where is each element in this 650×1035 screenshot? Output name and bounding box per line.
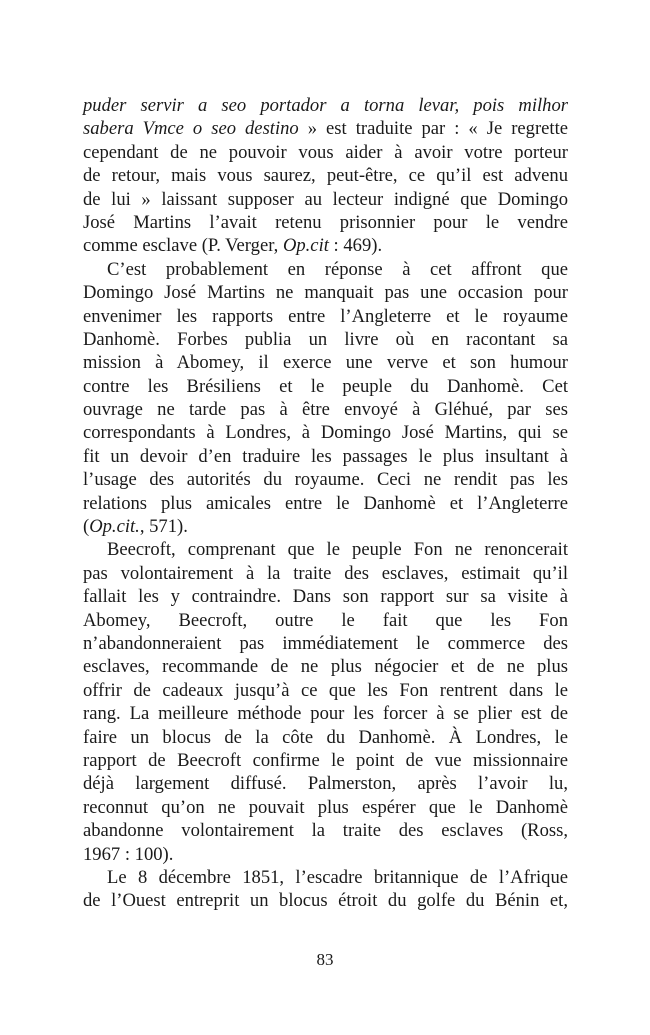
text-run: Le 8 décembre 1851, l’escadre britannique de l’Afrique bbox=[107, 866, 568, 888]
text-line bbox=[83, 375, 568, 398]
text-run: ouvrage ne tarde pas à être envoyé à Gléhué, par ses bbox=[83, 399, 568, 421]
text-line bbox=[83, 538, 568, 561]
text-line bbox=[83, 866, 568, 889]
text-line bbox=[83, 117, 568, 140]
page-body bbox=[83, 94, 568, 913]
text-line bbox=[83, 305, 568, 328]
text-run: abandonne volontairement la traite des esclaves (Ross, bbox=[83, 820, 568, 842]
text-run: de retour, mais vous saurez, peut-être, ce qu’il est advenu bbox=[83, 165, 568, 187]
text-line bbox=[83, 281, 568, 304]
text-run: cependant de ne pouvoir vous aider à avoir votre porteur bbox=[83, 141, 568, 163]
text-run: contre les Brésiliens et le peuple du Danhomè. Cet bbox=[83, 375, 568, 397]
text-line bbox=[83, 655, 568, 678]
text-run: C’est probablement en réponse à cet affront que bbox=[107, 258, 568, 280]
text-run: reconnut qu’on ne pouvait plus espérer que le Danhomè bbox=[83, 796, 568, 818]
text-line bbox=[83, 889, 568, 912]
text-run: Danhomè. Forbes publia un livre où en racontant sa bbox=[83, 328, 568, 350]
text-run: offrir de cadeaux jusqu’à ce que les Fon rentrent dans le bbox=[83, 679, 568, 701]
text-line bbox=[83, 515, 568, 538]
text-run: relations plus amicales entre le Danhomè et l’Angleterre bbox=[83, 492, 568, 514]
text-run: rang. La meilleure méthode pour les forcer à se plier est de bbox=[83, 703, 568, 725]
text-line bbox=[83, 234, 568, 257]
text-line bbox=[83, 421, 568, 444]
italic-text: sabera Vmce o seo destino bbox=[83, 118, 299, 140]
text-run: esclaves, recommande de ne plus négocier et de ne plus bbox=[83, 656, 568, 678]
text-line bbox=[83, 749, 568, 772]
text-run: ( bbox=[83, 516, 90, 538]
text-run: Beecroft, comprenant que le peuple Fon ne renoncerait bbox=[107, 539, 568, 561]
text-run: mission à Abomey, il exerce une verve et son humour bbox=[83, 352, 568, 374]
text-line bbox=[83, 94, 568, 117]
text-run: fit un devoir d’en traduire les passages le plus insultant à bbox=[83, 445, 568, 467]
text-line bbox=[83, 492, 568, 515]
text-line bbox=[83, 796, 568, 819]
text-line bbox=[83, 843, 568, 866]
text-line bbox=[83, 609, 568, 632]
text-line bbox=[83, 164, 568, 187]
text-line bbox=[83, 585, 568, 608]
text-line bbox=[83, 328, 568, 351]
text-line bbox=[83, 726, 568, 749]
text-run: déjà largement diffusé. Palmerston, après l’avoir lu, bbox=[83, 773, 568, 795]
text-run: fallait les y contraindre. Dans son rapport sur sa visite à bbox=[83, 586, 568, 608]
text-run: envenimer les rapports entre l’Angleterre et le royaume bbox=[83, 305, 568, 327]
page-number: 83 bbox=[316, 950, 334, 969]
text-run: 1967 : 100). bbox=[83, 843, 174, 865]
text-line bbox=[83, 468, 568, 491]
text-line bbox=[83, 351, 568, 374]
text-line bbox=[83, 258, 568, 281]
text-run: , 571). bbox=[139, 516, 188, 538]
text-run: » est traduite par : « Je regrette bbox=[298, 118, 568, 140]
text-run: José Martins l’avait retenu prisonnier pour le vendre bbox=[83, 211, 568, 233]
paragraph bbox=[83, 866, 568, 913]
text-line bbox=[83, 445, 568, 468]
italic-text: Op.cit bbox=[282, 235, 329, 257]
text-run: Domingo José Martins ne manquait pas une occasion pour bbox=[83, 282, 568, 304]
text-line bbox=[83, 188, 568, 211]
text-line bbox=[83, 398, 568, 421]
text-run: de l’Ouest entreprit un blocus étroit du golfe du Bénin et, bbox=[83, 890, 568, 912]
paragraph bbox=[83, 538, 568, 865]
italic-text: puder servir a seo portador a torna levar, pois milhor bbox=[83, 95, 568, 116]
text-run: n’abandonneraient pas immédiatement le commerce des bbox=[83, 632, 568, 654]
text-line bbox=[83, 141, 568, 164]
text-run: : 469). bbox=[328, 235, 383, 257]
paragraph bbox=[83, 94, 568, 258]
text-line bbox=[83, 819, 568, 842]
text-line bbox=[83, 679, 568, 702]
text-line bbox=[83, 562, 568, 585]
text-line bbox=[83, 211, 568, 234]
text-run: de lui » laissant supposer au lecteur indigné que Domingo bbox=[83, 188, 568, 210]
text-line bbox=[83, 632, 568, 655]
text-run: Abomey, Beecroft, outre le fait que les Fon bbox=[83, 609, 568, 631]
text-run: correspondants à Londres, à Domingo José Martins, qui se bbox=[83, 422, 568, 444]
text-run: faire un blocus de la côte du Danhomè. À Londres, le bbox=[83, 726, 568, 748]
text-run: comme esclave (P. Verger, bbox=[83, 235, 283, 257]
text-run: pas volontairement à la traite des esclaves, estimait qu’il bbox=[83, 562, 568, 584]
paragraph bbox=[83, 258, 568, 539]
text-line bbox=[83, 772, 568, 795]
text-run: rapport de Beecroft confirme le point de vue missionnaire bbox=[83, 749, 568, 771]
italic-text: Op.cit. bbox=[89, 516, 140, 538]
text-run: l’usage des autorités du royaume. Ceci ne rendit pas les bbox=[83, 469, 568, 491]
text-line bbox=[83, 702, 568, 725]
